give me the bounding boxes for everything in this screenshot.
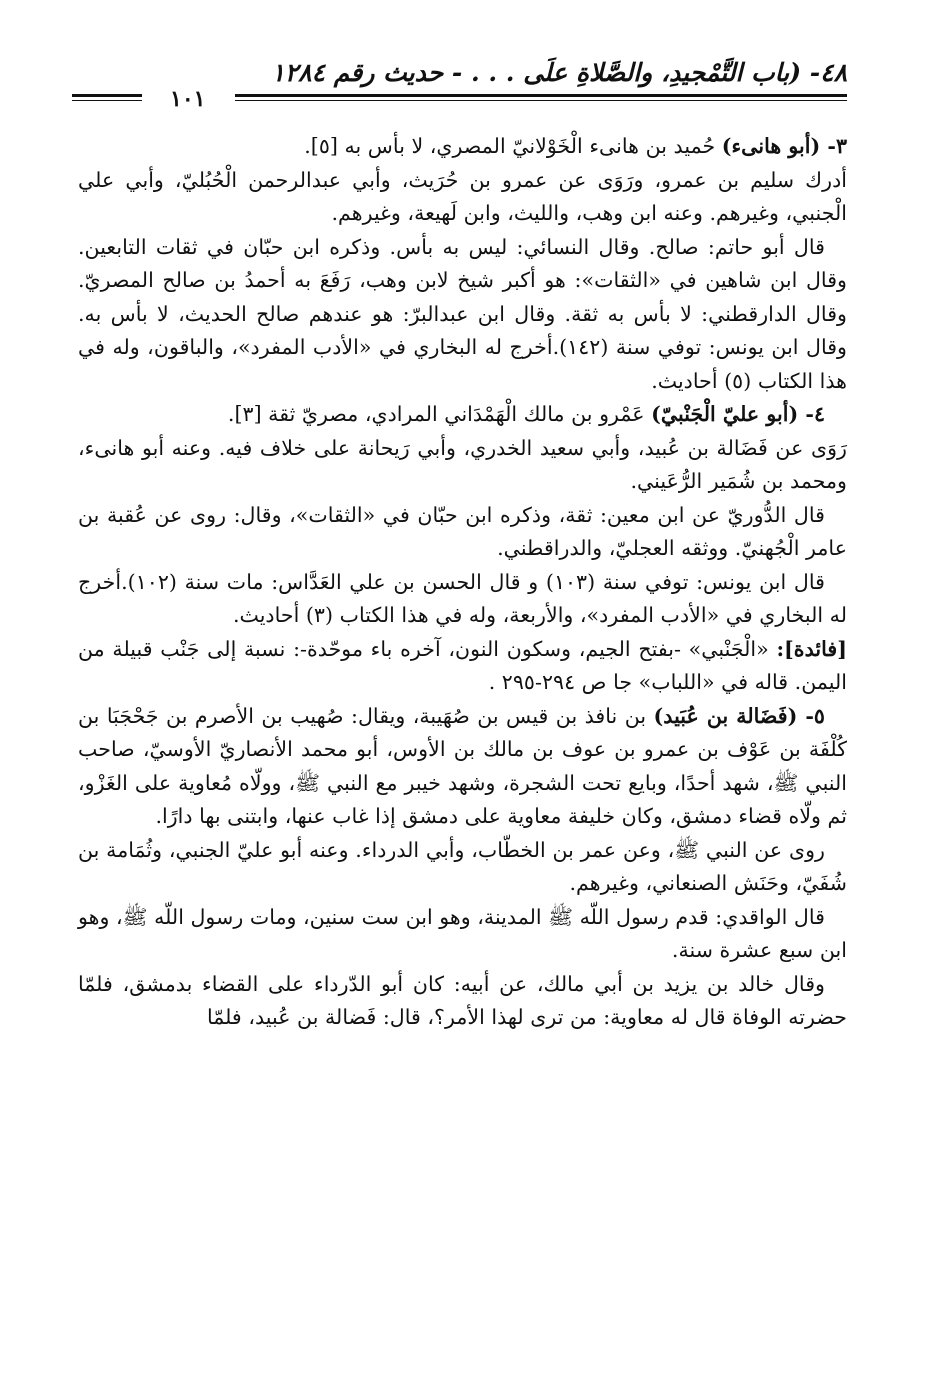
note-label: [فائدة]: <box>776 636 847 661</box>
entry-4-note <box>78 633 847 700</box>
header-rule-thin <box>235 100 847 101</box>
entry-4-intro: عَمْرو بن مالك الْهَمْدَاني المرادي، مصريّ ثقة [٣]. <box>227 402 652 426</box>
header-rule <box>235 94 847 97</box>
note-text: «الْجَنْبي» -بفتح الجيم، وسكون النون، آخره باء موحّدة-: نسبة إلى جَنْب قبيلة من اليمن. قاله في «اللباب» جا ص ٢٩٤-٢٩٥ . <box>78 636 847 694</box>
entry-3-intro: حُميد بن هانىء الْخَوْلانيّ المصري، لا بأس به [٥]. <box>304 134 722 158</box>
entry-5-intro: بن نافذ بن قيس بن صُهَيبة، ويقال: صُهيب بن الأصرم بن جَحْجَبَا بن كُلْفَة بن عَوْف بن عمرو بن عوف بن مالك بن الأوس، أبو محمد الأنصاريّ الأوسيّ، صاحب النبي ﷺ، شهد أحدًا، وبايع تحت الشجرة، وشهد خيبر مع النبي ﷺ، وولّاه مُعاوية على الغَزْو، ثم ولّاه قضاء دمشق، وكان خليفة معاوية على دمشق إذا غاب عنها، وابتنى بها دارًا. <box>78 703 847 828</box>
entry-3-label: ٣- (أبو هانىء) <box>721 134 847 158</box>
book-page <box>78 52 847 1035</box>
entry-4-label: ٤- (أبو عليّ الْجَنْبيّ) <box>651 402 825 426</box>
entry-4-paragraph-3: قال ابن يونس: توفي سنة (١٠٣) و قال الحسن بن علي العَدَّاس: مات سنة (١٠٢).أخرج له البخاري في «الأدب المفرد»، والأربعة، وله في هذا الكتاب (٣) أحاديث. <box>78 569 847 627</box>
entry-5-heading <box>78 700 847 834</box>
page-body <box>78 130 847 1035</box>
entry-5-label: ٥- (فَضَالة بن عُبَيد) <box>653 703 825 728</box>
page-number: ١٠١ <box>170 86 206 112</box>
running-title: ٤٨- (باب التَّمْجيدِ، والصَّلاةِ علَى . . . - حديث رقم ١٢٨٤ <box>271 58 847 87</box>
entry-5-paragraph-3: وقال خالد بن يزيد بن أبي مالك، عن أبيه: كان أبو الدّرداء على القضاء بدمشق، فلمّا حضرته الوفاة قال له معاوية: من ترى لهذا الأمر؟، قال: فَضالة بن عُبيد، فلمّا <box>78 971 847 1029</box>
entry-3-heading <box>78 130 847 164</box>
header-rule-left-thin <box>72 100 142 101</box>
entry-3-paragraph-2: قال أبو حاتم: صالح. وقال النسائي: ليس به بأس. وذكره ابن حبّان في ثقات التابعين. وقال ابن شاهين في «الثقات»: هو أكبر شيخ لابن وهب، رَفَعَ به أحمدُ بن صالح المصريّ. وقال الدارقطني: لا بأس به ثقة. وقال ابن عبدالبرّ: هو عندهم صالح الحديث، لا بأس به. وقال ابن يونس: توفي سنة (١٤٢).أخرج له البخاري في «الأدب المفرد»، والباقون، وله في هذا الكتاب (٥) أحاديث. <box>78 234 848 393</box>
entry-4-heading <box>78 398 847 432</box>
page-header <box>78 52 847 122</box>
entry-5-paragraph-1: روى عن النبي ﷺ، وعن عمر بن الخطّاب، وأبي الدرداء. وعنه أبو عليّ الجنبي، وثُمَامة بن شُفَيّ، وحَنَش الصنعاني، وغيرهم. <box>78 837 847 895</box>
header-rule-left <box>72 94 142 97</box>
entry-4-paragraph-2: قال الدُّوريّ عن ابن معين: ثقة، وذكره ابن حبّان في «الثقات»، وقال: روى عن عُقبة بن عامر الْجُهنيّ. ووثقه العجليّ، والدراقطني. <box>78 502 847 560</box>
entry-4-paragraph-1: رَوَى عن فَضَالة بن عُبيد، وأبي سعيد الخدري، وأبي رَيحانة على خلاف فيه. وعنه أبو هانىء، ومحمد بن شُمَير الرُّعَيني. <box>78 435 847 493</box>
entry-5-paragraph-2: قال الواقدي: قدم رسول اللّه ﷺ المدينة، وهو ابن ست سنين، ومات رسول اللّه ﷺ، وهو ابن سبع عشرة سنة. <box>78 904 847 962</box>
entry-3-paragraph-1: أدرك سليم بن عمرو، ورَوَى عن عمرو بن حُرَيث، وأبي عبدالرحمن الْحُبُليّ، وأبي علي الْجنبي، وغيرهم. وعنه ابن وهب، والليث، وابن لَهيعة، وغيرهم. <box>78 167 847 225</box>
